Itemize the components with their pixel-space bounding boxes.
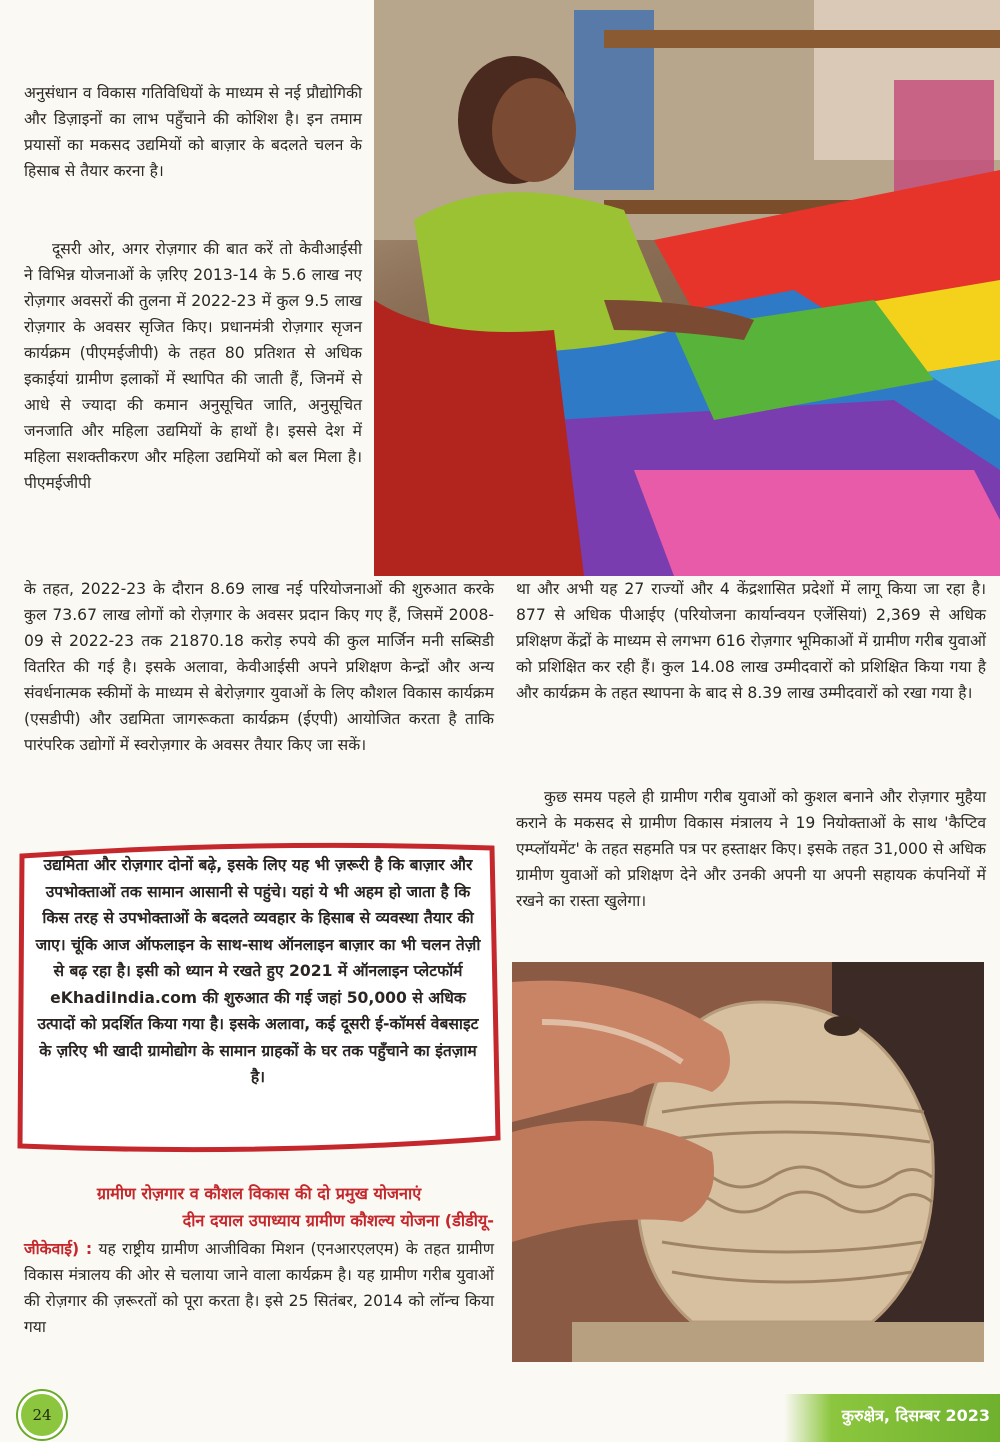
- scheme-text-first-line: यह राष्ट्रीय ग्रामीण आजीविका मिशन (एनआरएलएम): [92, 1240, 400, 1258]
- page-number: 24: [32, 1406, 52, 1424]
- pottery-wheel-photo: [512, 962, 984, 1362]
- captive-employment-paragraph: कुछ समय पहले ही ग्रामीण गरीब युवाओं को कुशल बनाने और रोज़गार मुहैया कराने के मकसद से ग्रामीण विकास मंत्रालय ने 19 नियोक्ताओं के साथ 'कैप्टिव एम्प्लॉयमेंट' के तहत सहमति पत्र पर हस्ताक्षर किए। इसके तहत 31,000 से अधिक ग्रामीण युवाओं को प्रशिक्षण देने और उनकी अपनी या अपनी सहायक कंपनियों में रखने का रास्ता खुलेगा।: [516, 788, 986, 910]
- loom-weaver-photo: [374, 0, 1000, 576]
- pmegp-paragraph: के तहत, 2022-23 के दौरान 8.69 लाख नई परियोजनाओं की शुरुआत करके कुल 73.67 लाख लोगों को रोज़गार के अवसर प्रदान किए गए हैं, जिसमें 2008-09 से 2022-23 तक 21870.18 करोड़ रुपये की कुल मार्जिन मनी सब्सिडी वितरित की गई है। इसके अलावा, केवीआईसी अपने प्रशिक्षण केन्द्रों और अन्य संवर्धनात्मक स्कीमों के माध्यम से बेरोज़गार युवाओं के लिए कौशल विकास कार्यक्रम (एसडीपी) और उद्यमिता जागरूकता कार्यक्रम (ईएपी) आयोजित करता है ताकि पारंपरिक उद्योगों में स्वरोज़गार के अवसर तैयार किए जा सकें।: [24, 580, 494, 754]
- callout-text: उद्यमिता और रोज़गार दोनों बढ़े, इसके लिए यह भी ज़रूरी है कि बाज़ार और उपभोक्ताओं तक सामान आसानी से पहुंचे। यहां ये भी अहम हो जाता है कि किस तरह से उपभोक्ताओं के बदलते व्यवहार के हिसाब से व्यवस्था तैयार की जाए। चूंकि आज ऑफलाइन के साथ-साथ ऑनलाइन बाज़ार का भी चलन तेज़ी से बढ़ रहा है। इसी को ध्यान मे रखते हुए 2021 में ऑनलाइन प्लेटफॉर्म eKhadiIndia.com की शुरुआत की गई जहां 50,000 से अधिक उत्पादों को प्रदर्शित किया गया है। इसके अलावा, कई दूसरी ई-कॉमर्स वेबसाइट के ज़रिए भी खादी ग्रामोद्योग के सामान ग्राहकों के घर तक पहुँचाने का इंतज़ाम है।: [35, 856, 481, 1086]
- footer-band: [784, 1394, 1000, 1442]
- magazine-issue-label: कुरुक्षेत्र, दिसम्बर 2023: [841, 1406, 990, 1425]
- scheme-title-cont: जीकेवाई) :: [24, 1240, 93, 1258]
- article-intro-paragraph: अनुसंधान व विकास गतिविधियों के माध्यम से नई प्रौद्योगिकी और डिज़ाइनों का लाभ पहुँचाने की कोशिश है। इन तमाम प्रयासों का मकसद उद्यमियों को बाज़ार के बदलते चलन के हिसाब से तैयार करना है।: [24, 84, 362, 180]
- scheme-description: [24, 1236, 494, 1340]
- ecommerce-callout-box: [14, 838, 502, 1160]
- scheme-title: दीन दयाल उपाध्याय ग्रामीण कौशल्य योजना (डीडीयू-: [182, 1211, 494, 1230]
- page-number-badge: [18, 1391, 66, 1439]
- section-heading: ग्रामीण रोज़गार व कौशल विकास की दो प्रमुख योजनाएं: [96, 1184, 422, 1203]
- scheme-text-rest: के तहत ग्रामीण विकास मंत्रालय की ओर से चलाया जाने वाला कार्यक्रम है। यह ग्रामीण गरीब युवाओं की रोज़गार की ज़रूरतों को पूरा करता है। इसे 25 सितंबर, 2014 को लॉन्च किया गया: [24, 1240, 494, 1336]
- employment-paragraph: दूसरी ओर, अगर रोज़गार की बात करें तो केवीआईसी ने विभिन्न योजनाओं के ज़रिए 2013-14 के 5.6 लाख नए रोज़गार अवसरों की तुलना में 2022-23 में कुल 9.5 लाख रोज़गार के अवसर सृजित किए। प्रधानमंत्री रोज़गार सृजन कार्यक्रम (पीएमईजीपी) के तहत 80 प्रतिशत से अधिक इकाईयां ग्रामीण इलाकों में स्थापित की जाती हैं, जिनमें से आधे से ज्यादा की कमान अनुसूचित जाति, अनुसूचित जनजाति और महिला उद्यमियों के हाथ‍ों है। इससे देश में महिला सशक्तीकरण और महिला उद्यमियों को बल मिला है। पीएमईजीपी: [24, 240, 362, 492]
- ddu-gky-continued-paragraph: था और अभी यह 27 राज्यों और 4 केंद्रशासित प्रदेशों में लागू किया जा रहा है। 877 से अधिक पीआईए (परियोजना कार्यान्वयन एजेंसियां) 2,369 से अधिक प्रशिक्षण केंद्रों के माध्यम से लगभग 616 रोज़गार भूमिकाओं में ग्रामीण गरीब युवाओं को प्रशिक्षित कर रही हैं। कुल 14.08 लाख उम्मीदवारों को प्रशिक्षित किया गया है और कार्यक्रम के तहत स्थापना के बाद से 8.39 लाख उम्मीदवारों को रखा गया है।: [516, 580, 986, 702]
